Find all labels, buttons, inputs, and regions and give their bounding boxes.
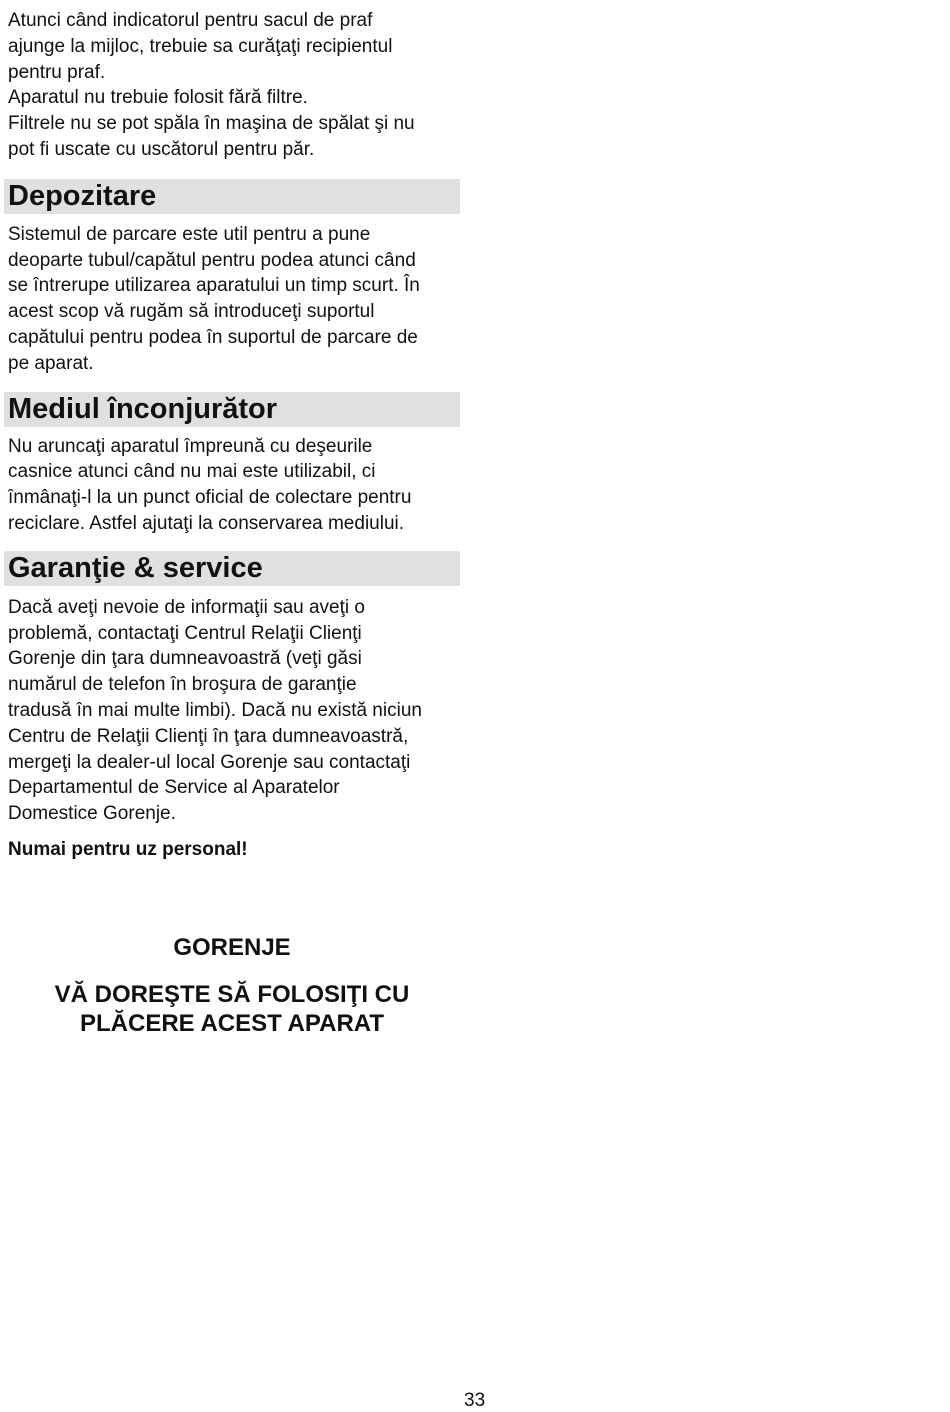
- text-line: acest scop vă rugăm să introduceţi suportul: [8, 301, 375, 323]
- text-line: mergeţi la dealer-ul local Gorenje sau contactaţi: [8, 751, 411, 773]
- intro-paragraph: [8, 8, 460, 163]
- text-line: Domestice Gorenje.: [8, 803, 176, 825]
- text-line: Departamentul de Service al Aparatelor: [8, 777, 340, 799]
- text-line: Gorenje din ţara dumneavoastră (veţi găsi: [8, 648, 362, 670]
- text-line: se întrerupe utilizarea aparatului un timp scurt. În: [8, 275, 420, 297]
- garantie-paragraph: [8, 595, 460, 827]
- text-line: Filtrele nu se pot spăla în maşina de spălat şi nu: [8, 113, 415, 135]
- page-number: 33: [464, 1390, 486, 1411]
- text-line: pe aparat.: [8, 352, 94, 374]
- text-line: numărul de telefon în broşura de garanţie: [8, 674, 357, 696]
- text-line: Aparatul nu trebuie folosit fără filtre.: [8, 87, 308, 109]
- section-heading-depozitare: Depozitare: [4, 179, 460, 214]
- text-line: problemă, contactaţi Centrul Relaţii Clienţi: [8, 622, 362, 644]
- text-column: [8, 8, 460, 863]
- text-line: tradusă în mai multe limbi). Dacă nu există niciun: [8, 699, 422, 721]
- text-line: Centru de Relaţii Clienţi în ţara dumneavoastră,: [8, 725, 409, 747]
- text-line: pentru praf.: [8, 61, 106, 83]
- text-line: capătului pentru podea în suportul de parcare de: [8, 326, 418, 348]
- mediul-paragraph: [8, 434, 460, 537]
- text-line: deoparte tubul/capătul pentru podea atunci când: [8, 249, 416, 271]
- text-line: pot fi uscate cu uscătorul pentru păr.: [8, 138, 315, 160]
- text-line: Dacă aveţi nevoie de informaţii sau aveţi o: [8, 596, 365, 618]
- closing-wish-line: VĂ DOREŞTE SĂ FOLOSIŢI CU: [54, 981, 410, 1008]
- section-heading-mediul: Mediul înconjurător: [4, 392, 460, 427]
- personal-use-note: Numai pentru uz personal!: [8, 838, 248, 860]
- text-line: Sistemul de parcare este util pentru a pune: [8, 223, 371, 245]
- text-line: înmânaţi-l la un punct oficial de colectare pentru: [8, 487, 412, 509]
- text-line: ajunge la mijloc, trebuie sa curăţaţi recipientul: [8, 35, 393, 57]
- text-line: Atunci când indicatorul pentru sacul de praf: [8, 10, 373, 31]
- depozitare-paragraph: [8, 222, 460, 377]
- section-heading-garantie: Garanţie & service: [4, 551, 460, 586]
- closing-brand: GORENJE: [173, 934, 291, 961]
- text-line: reciclare. Astfel ajutaţi la conservarea mediului.: [8, 512, 405, 534]
- closing-wish: [0, 980, 464, 1038]
- text-line: Nu aruncaţi aparatul împreună cu deşeurile: [8, 435, 373, 457]
- text-line: casnice atunci când nu mai este utilizabil, ci: [8, 461, 376, 483]
- closing-wish-line: PLĂCERE ACEST APARAT: [79, 1010, 384, 1037]
